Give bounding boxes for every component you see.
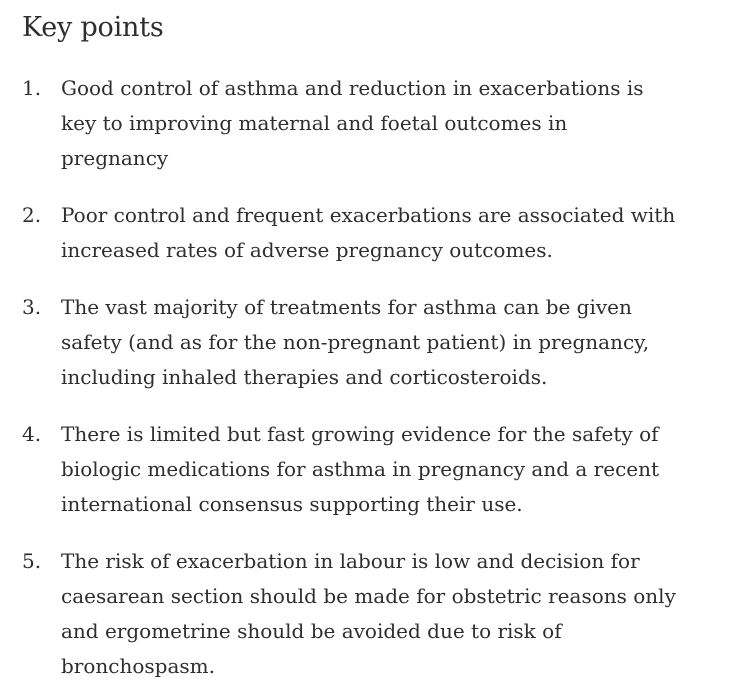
item-text-line: The vast majority of treatments for asthma can be given bbox=[61, 295, 632, 319]
item-text bbox=[61, 417, 701, 522]
item-text-line: biologic medications for asthma in pregnancy and a recent bbox=[61, 457, 660, 481]
key-points-section bbox=[22, 10, 712, 678]
item-text-line: and ergometrine should be avoided due to risk of bbox=[61, 619, 562, 643]
item-text-line: safety (and as for the non-pregnant patient) in pregnancy, bbox=[61, 330, 650, 354]
item-text-line: increased rates of adverse pregnancy outcomes. bbox=[61, 238, 553, 262]
item-text-line: caesarean section should be made for obstetric reasons only bbox=[61, 584, 676, 608]
item-number: 1. bbox=[22, 76, 42, 100]
item-number: 2. bbox=[22, 203, 42, 227]
item-text bbox=[61, 544, 701, 684]
item-number: 5. bbox=[22, 549, 42, 573]
item-text-line: including inhaled therapies and corticosteroids. bbox=[61, 365, 548, 389]
item-number: 3. bbox=[22, 295, 42, 319]
item-text-line: international consensus supporting their use. bbox=[61, 492, 523, 516]
item-text bbox=[61, 290, 701, 395]
item-text-line: There is limited but fast growing evidence for the safety of bbox=[61, 422, 659, 446]
item-text-line: key to improving maternal and foetal outcomes in bbox=[61, 111, 568, 135]
item-text bbox=[61, 71, 701, 176]
item-text-line: Good control of asthma and reduction in exacerbations is bbox=[61, 76, 644, 100]
item-text bbox=[61, 198, 701, 268]
section-title: Key points bbox=[22, 12, 164, 43]
item-text-line: pregnancy bbox=[61, 146, 169, 170]
item-number: 4. bbox=[22, 422, 42, 446]
item-text-line: The risk of exacerbation in labour is low and decision for bbox=[61, 549, 640, 573]
item-text-line: Poor control and frequent exacerbations are associated with bbox=[61, 203, 676, 227]
item-text-line: bronchospasm. bbox=[61, 654, 215, 678]
